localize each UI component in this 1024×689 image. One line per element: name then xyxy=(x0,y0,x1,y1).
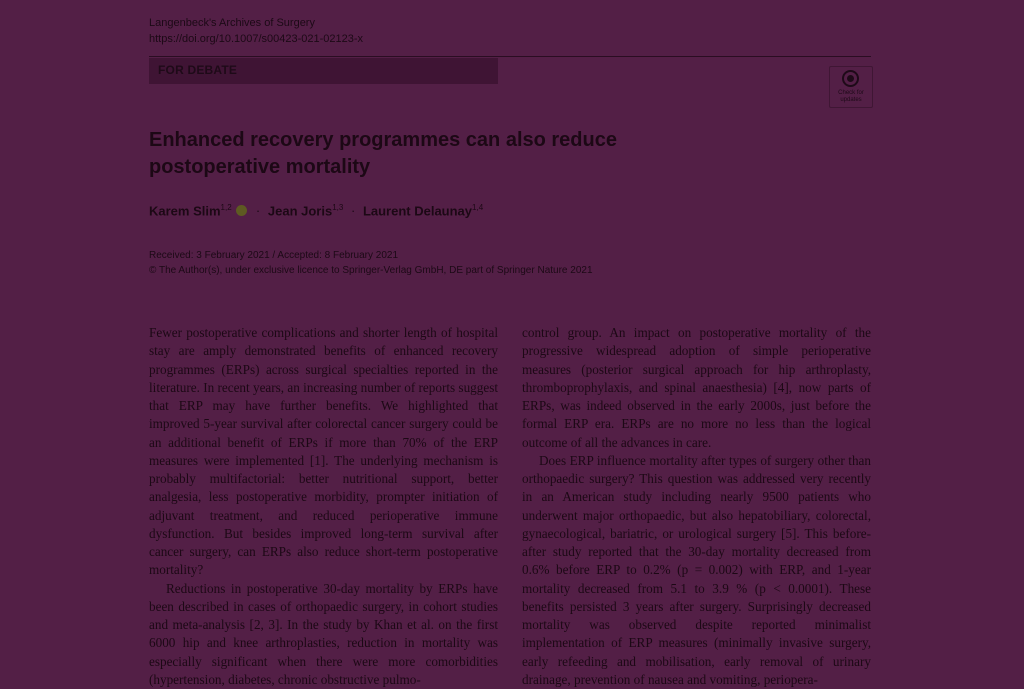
body-paragraph: Reductions in postoperative 30-day mortality by ERPs have been described in cases of orthopaedic surgery, in cohort studies and meta-analysis [2, 3]. In the study by Khan et al. on the first 6000 hip and knee arthroplasties, reduction in mortality was especially significant when there were more comorbidities (hypertension, diabetes, chronic obstructive pulmo- xyxy=(149,580,498,689)
section-label: FOR DEBATE xyxy=(158,63,237,77)
body-column-right xyxy=(522,324,871,689)
body-column-left xyxy=(149,324,498,689)
article-dates xyxy=(149,248,593,278)
header-rule xyxy=(149,56,871,57)
journal-header xyxy=(149,15,363,47)
check-for-updates-button[interactable] xyxy=(829,66,873,108)
author-separator: · xyxy=(256,203,260,218)
doi-link[interactable]: https://doi.org/10.1007/s00423-021-02123-x xyxy=(149,31,363,47)
body-paragraph: Fewer postoperative complications and shorter length of hospital stay are amply demonstrated benefits of enhanced recovery programmes (ERPs) across surgical specialties reported in the literature. In recent years, an increasing number of reports suggest that ERP may have further benefits. We highlighted that improved 5-year survival after colorectal cancer surgery could be an additional benefit of ERPs if more than 70% of the ERP measures were implemented [1]. The underlying mechanism is probably multifactorial: better nutritional support, better analgesia, less postoperative morbidity, prompter initiation of adjuvant treatment, and reduced perioperative immune dysfunction. But besides improved long-term survival after cancer surgery, can ERPs also reduce short-term postoperative mortality? xyxy=(149,324,498,580)
article-title: Enhanced recovery programmes can also reduce postoperative mortality xyxy=(149,127,669,181)
orcid-icon[interactable] xyxy=(236,205,247,216)
author-affiliation: 1,2 xyxy=(221,203,232,212)
author-list xyxy=(149,203,483,218)
author-affiliation: 1,4 xyxy=(472,203,483,212)
journal-name: Langenbeck's Archives of Surgery xyxy=(149,15,363,31)
author-name[interactable]: Karem Slim xyxy=(149,203,221,218)
body-paragraph: control group. An impact on postoperative mortality of the progressive widespread adoption of simple perioperative measures (posterior surgical approach for hip arthroplasty, thromboprophylaxis, and spinal anaesthesia) [4], now parts of ERPs, was indeed observed in the early 2000s, just before the formal ERP era. ERPs are no more no less than the logical outcome of all the advances in care. xyxy=(522,324,871,452)
body-paragraph: Does ERP influence mortality after types of surgery other than orthopaedic surgery? This question was addressed very recently in an American study including nearly 9500 patients who underwent major orthopaedic, but also hepatobiliary, colorectal, gynaecological, bariatric, or urological surgery [5]. This before-after study reported that the 30-day mortality decreased from 0.6% before ERP to 0.2% (p = 0.002) with ERP, and 1-year mortality decreased from 5.1 to 3.9 % (p < 0.0001). These benefits persisted 3 years after surgery. Surprisingly decreased mortality was observed despite reported minimalist implementation of ERP measures (minimally invasive surgery, early refeeding and mobilisation, early removal of urinary drainage, prevention of nausea and vomiting, periopera- xyxy=(522,452,871,689)
check-for-updates-icon xyxy=(842,70,859,87)
author-name[interactable]: Laurent Delaunay xyxy=(363,203,472,218)
received-accepted: Received: 3 February 2021 / Accepted: 8 February 2021 xyxy=(149,248,593,263)
author-separator: · xyxy=(351,203,355,218)
check-for-updates-label: Check for updates xyxy=(830,90,872,104)
copyright-notice: © The Author(s), under exclusive licence to Springer-Verlag GmbH, DE part of Springer Nature 2021 xyxy=(149,263,593,278)
section-banner xyxy=(149,58,498,84)
author-name[interactable]: Jean Joris xyxy=(268,203,332,218)
author-affiliation: 1,3 xyxy=(332,203,343,212)
